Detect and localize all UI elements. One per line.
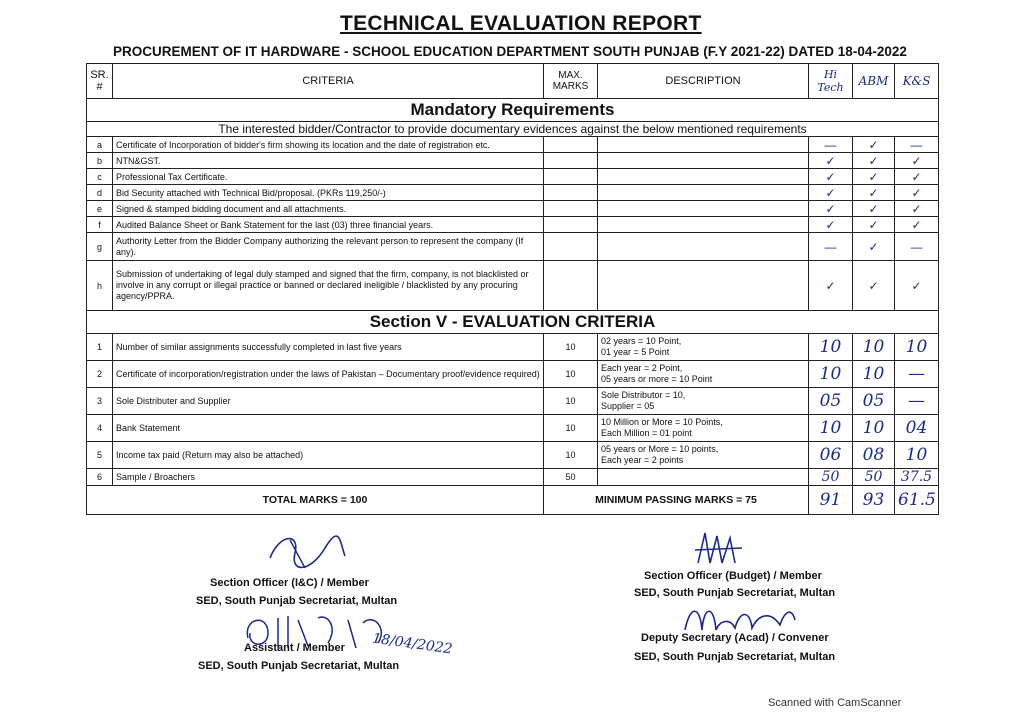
header-description: DESCRIPTION bbox=[598, 64, 809, 99]
row-description bbox=[598, 442, 809, 469]
mark-abm: ✓ bbox=[853, 201, 895, 217]
evaluation-heading: Section V - EVALUATION CRITERIA bbox=[87, 311, 939, 334]
desc-line: 01 year = 5 Point bbox=[601, 347, 670, 357]
report-title: TECHNICAL EVALUATION REPORT bbox=[340, 12, 702, 35]
sig-left2-title: Assistant / Member bbox=[244, 642, 345, 654]
row-criteria: Number of similar assignments successfully completed in last five years bbox=[113, 334, 544, 361]
score-hitech: 10 bbox=[809, 361, 853, 388]
row-description bbox=[598, 233, 809, 261]
table-row bbox=[87, 334, 939, 361]
score-ks: 37.5 bbox=[895, 469, 939, 486]
header-sr: SR. # bbox=[87, 64, 113, 99]
mark-ks: ✓ bbox=[895, 261, 939, 311]
row-sr: 2 bbox=[87, 361, 113, 388]
row-sr: b bbox=[87, 153, 113, 169]
mandatory-heading: Mandatory Requirements bbox=[87, 99, 939, 122]
mark-ks: — bbox=[895, 137, 939, 153]
score-hitech: 06 bbox=[809, 442, 853, 469]
signature-section-officer-ic bbox=[250, 528, 360, 578]
mark-hitech: ✓ bbox=[809, 201, 853, 217]
camscanner-watermark: Scanned with CamScanner bbox=[768, 697, 902, 709]
total-abm: 93 bbox=[853, 486, 895, 515]
mark-abm: ✓ bbox=[853, 153, 895, 169]
sig-left1-title: Section Officer (I&C) / Member bbox=[210, 577, 369, 589]
row-criteria: Income tax paid (Return may also be attached) bbox=[113, 442, 544, 469]
sig-left2-org: SED, South Punjab Secretariat, Multan bbox=[198, 660, 400, 672]
sig-right2-title: Deputy Secretary (Acad) / Convener bbox=[641, 632, 829, 644]
total-ks: 61.5 bbox=[895, 486, 939, 515]
row-description bbox=[598, 469, 809, 486]
header-bidder-abm: ABM bbox=[853, 64, 895, 99]
row-criteria: Sole Distributer and Supplier bbox=[113, 388, 544, 415]
score-abm: 10 bbox=[853, 334, 895, 361]
row-max: 10 bbox=[544, 388, 598, 415]
row-criteria: Certificate of incorporation/registration under the laws of Pakistan – Documentary proof/evidence required) bbox=[113, 361, 544, 388]
row-sr: a bbox=[87, 137, 113, 153]
score-abm: 08 bbox=[853, 442, 895, 469]
header-bidder-ks: K&S bbox=[895, 64, 939, 99]
mark-ks: ✓ bbox=[895, 169, 939, 185]
row-description bbox=[598, 137, 809, 153]
row-criteria: Audited Balance Sheet or Bank Statement for the last (03) three financial years. bbox=[113, 217, 544, 233]
row-max bbox=[544, 185, 598, 201]
row-description bbox=[598, 388, 809, 415]
row-max: 10 bbox=[544, 442, 598, 469]
table-row bbox=[87, 361, 939, 388]
sig-right2-org: SED, South Punjab Secretariat, Multan bbox=[634, 651, 836, 663]
row-description bbox=[598, 169, 809, 185]
table-row bbox=[87, 169, 939, 185]
row-sr: 1 bbox=[87, 334, 113, 361]
desc-line: 02 years = 10 Point, bbox=[601, 336, 682, 346]
mark-hitech: ✓ bbox=[809, 217, 853, 233]
score-abm: 05 bbox=[853, 388, 895, 415]
row-criteria: Submission of undertaking of legal duly stamped and signed that the firm, company, is not blacklisted or involve in any corrupt or illegal practice or banned or declared ineligible / blacklisted by any procuring agency/PPRA. bbox=[113, 261, 544, 311]
row-max bbox=[544, 233, 598, 261]
row-description bbox=[598, 361, 809, 388]
score-ks: — bbox=[895, 361, 939, 388]
row-sr: g bbox=[87, 233, 113, 261]
table-row bbox=[87, 137, 939, 153]
row-description bbox=[598, 415, 809, 442]
desc-line: 05 years or More = 10 points, bbox=[601, 444, 719, 454]
desc-line: Supplier = 05 bbox=[601, 401, 655, 411]
row-sr: d bbox=[87, 185, 113, 201]
min-passing-label: MINIMUM PASSING MARKS = 75 bbox=[544, 486, 809, 515]
total-marks-label: TOTAL MARKS = 100 bbox=[87, 486, 544, 515]
sig-right1-org: SED, South Punjab Secretariat, Multan bbox=[634, 587, 836, 599]
row-sr: 5 bbox=[87, 442, 113, 469]
mark-abm: ✓ bbox=[853, 169, 895, 185]
score-abm: 50 bbox=[853, 469, 895, 486]
mark-abm: ✓ bbox=[853, 261, 895, 311]
row-criteria: Sample / Broachers bbox=[113, 469, 544, 486]
table-row bbox=[87, 388, 939, 415]
mark-ks: ✓ bbox=[895, 185, 939, 201]
mark-ks: ✓ bbox=[895, 153, 939, 169]
row-description bbox=[598, 217, 809, 233]
row-description bbox=[598, 153, 809, 169]
score-ks: 04 bbox=[895, 415, 939, 442]
table-row bbox=[87, 201, 939, 217]
row-max bbox=[544, 217, 598, 233]
row-sr: c bbox=[87, 169, 113, 185]
desc-line: 05 years or more = 10 Point bbox=[601, 374, 713, 384]
score-ks: 10 bbox=[895, 442, 939, 469]
sig-left2-date: 18/04/2022 bbox=[371, 630, 454, 658]
desc-line: 10 Million or More = 10 Points, bbox=[601, 417, 723, 427]
row-sr: h bbox=[87, 261, 113, 311]
desc-line: Sole Distributor = 10, bbox=[601, 390, 686, 400]
row-description bbox=[598, 201, 809, 217]
score-hitech: 05 bbox=[809, 388, 853, 415]
table-row bbox=[87, 415, 939, 442]
total-hitech: 91 bbox=[809, 486, 853, 515]
mandatory-note: The interested bidder/Contractor to provide documentary evidences against the below mentioned requirements bbox=[87, 122, 939, 137]
table-row bbox=[87, 185, 939, 201]
mark-ks: — bbox=[895, 233, 939, 261]
score-hitech: 10 bbox=[809, 334, 853, 361]
mark-hitech: ✓ bbox=[809, 261, 853, 311]
row-max bbox=[544, 201, 598, 217]
table-row bbox=[87, 153, 939, 169]
table-row bbox=[87, 217, 939, 233]
mark-hitech: ✓ bbox=[809, 169, 853, 185]
row-criteria: Bid Security attached with Technical Bid/proposal. (PKRs 119,250/-) bbox=[113, 185, 544, 201]
mark-hitech: ✓ bbox=[809, 153, 853, 169]
mark-ks: ✓ bbox=[895, 201, 939, 217]
desc-line: Each year = 2 Point, bbox=[601, 363, 683, 373]
header-bidder-hitech: Hi Tech bbox=[809, 64, 853, 99]
row-sr: f bbox=[87, 217, 113, 233]
row-criteria: Bank Statement bbox=[113, 415, 544, 442]
row-criteria: Signed & stamped bidding document and all attachments. bbox=[113, 201, 544, 217]
mark-abm: ✓ bbox=[853, 217, 895, 233]
mark-abm: ✓ bbox=[853, 233, 895, 261]
row-criteria: Certificate of Incorporation of bidder's firm showing its location and the date of registration etc. bbox=[113, 137, 544, 153]
row-description bbox=[598, 185, 809, 201]
score-hitech: 10 bbox=[809, 415, 853, 442]
row-criteria: Authority Letter from the Bidder Company authorizing the relevant person to represent the company (If any). bbox=[113, 233, 544, 261]
score-abm: 10 bbox=[853, 415, 895, 442]
table-row bbox=[87, 442, 939, 469]
sig-left1-org: SED, South Punjab Secretariat, Multan bbox=[196, 595, 398, 607]
mark-hitech: — bbox=[809, 137, 853, 153]
evaluation-table bbox=[86, 63, 939, 515]
score-hitech: 50 bbox=[809, 469, 853, 486]
header-criteria: CRITERIA bbox=[113, 64, 544, 99]
mark-abm: ✓ bbox=[853, 185, 895, 201]
row-max: 10 bbox=[544, 361, 598, 388]
row-max bbox=[544, 261, 598, 311]
report-subtitle: PROCUREMENT OF IT HARDWARE - SCHOOL EDUCATION DEPARTMENT SOUTH PUNJAB (F.Y 2021-22) DATED 18-04-2022 bbox=[113, 44, 907, 59]
table-row bbox=[87, 469, 939, 486]
row-max bbox=[544, 153, 598, 169]
table-row bbox=[87, 261, 939, 311]
row-sr: 3 bbox=[87, 388, 113, 415]
header-max-marks: MAX. MARKS bbox=[544, 64, 598, 99]
row-sr: e bbox=[87, 201, 113, 217]
desc-line: Each Million = 01 point bbox=[601, 428, 692, 438]
row-max bbox=[544, 137, 598, 153]
row-description bbox=[598, 261, 809, 311]
mark-hitech: — bbox=[809, 233, 853, 261]
score-abm: 10 bbox=[853, 361, 895, 388]
row-max: 10 bbox=[544, 334, 598, 361]
signature-section-officer-budget bbox=[690, 528, 750, 573]
score-ks: — bbox=[895, 388, 939, 415]
score-ks: 10 bbox=[895, 334, 939, 361]
mark-ks: ✓ bbox=[895, 217, 939, 233]
row-criteria: Professional Tax Certificate. bbox=[113, 169, 544, 185]
row-max: 10 bbox=[544, 415, 598, 442]
row-sr: 4 bbox=[87, 415, 113, 442]
row-criteria: NTN&GST. bbox=[113, 153, 544, 169]
table-header-row bbox=[87, 64, 939, 99]
desc-line: Each year = 2 points bbox=[601, 455, 684, 465]
row-description bbox=[598, 334, 809, 361]
row-max bbox=[544, 169, 598, 185]
row-max: 50 bbox=[544, 469, 598, 486]
sig-right1-title: Section Officer (Budget) / Member bbox=[644, 570, 822, 582]
totals-row bbox=[87, 486, 939, 515]
table-row bbox=[87, 233, 939, 261]
mark-hitech: ✓ bbox=[809, 185, 853, 201]
mark-abm: ✓ bbox=[853, 137, 895, 153]
row-sr: 6 bbox=[87, 469, 113, 486]
